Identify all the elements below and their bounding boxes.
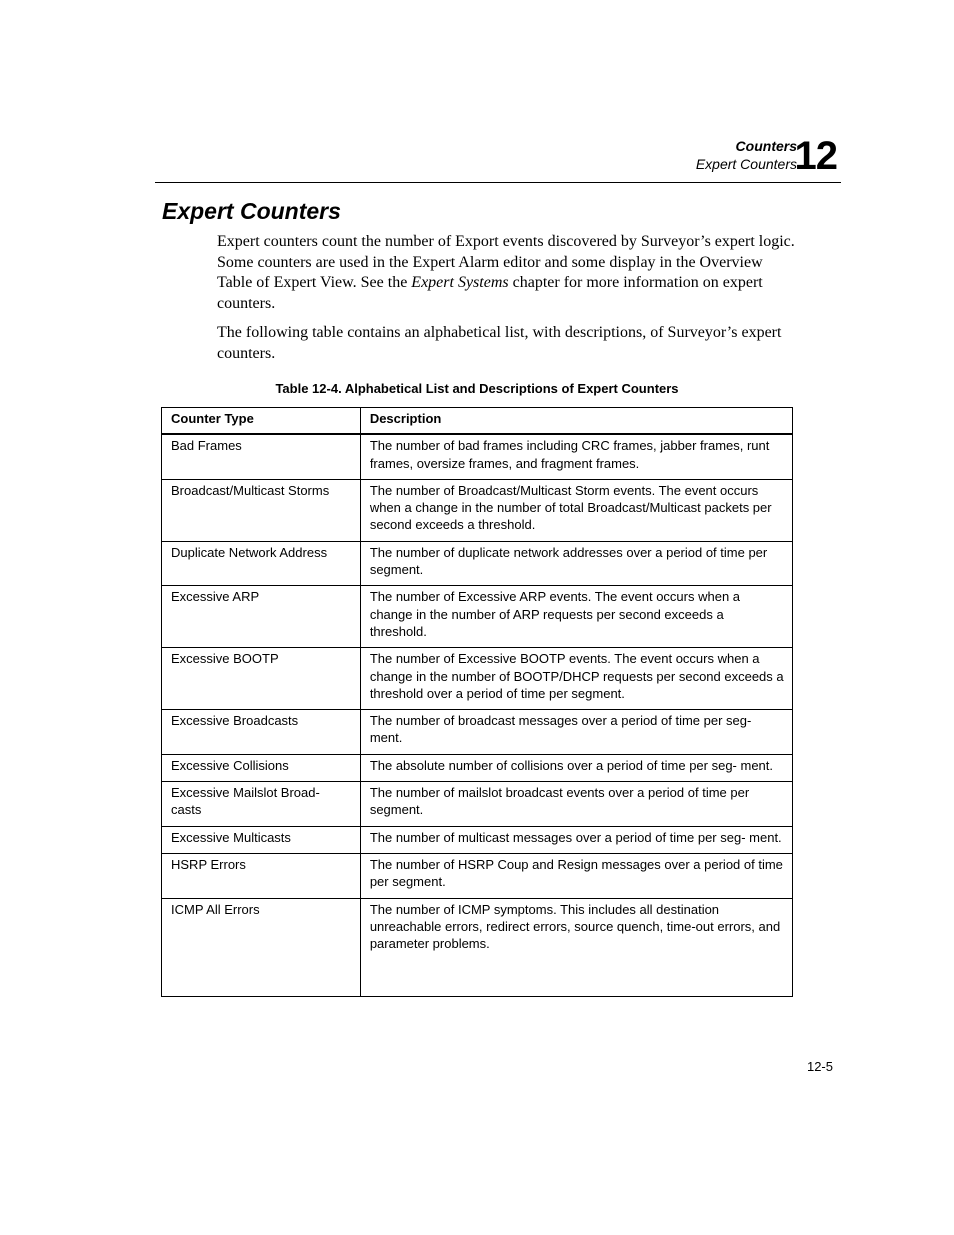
table-row — [162, 898, 793, 996]
table-header-row — [162, 408, 793, 435]
intro-paragraph — [217, 232, 797, 314]
counter-type-cell: Broadcast/Multicast Storms — [162, 479, 361, 541]
counter-type-cell: Duplicate Network Address — [162, 541, 361, 586]
running-head-chapter: Counters — [735, 138, 797, 154]
description-cell: The number of broadcast messages over a period of time per seg- ment. — [360, 710, 792, 755]
description-cell: The number of multicast messages over a period of time per seg- ment. — [360, 826, 792, 853]
table-caption: Table 12-4. Alphabetical List and Descriptions of Expert Counters — [275, 381, 679, 396]
description-cell: The number of duplicate network addresses over a period of time per segment. — [360, 541, 792, 586]
table-row — [162, 434, 793, 479]
expert-counters-table — [161, 407, 793, 997]
table-row — [162, 648, 793, 710]
column-header-counter-type: Counter Type — [162, 408, 361, 435]
column-header-description: Description — [360, 408, 792, 435]
description-cell: The number of Excessive BOOTP events. The event occurs when a change in the number of BOOTP/DHCP requests per second exceeds a threshold over a period of time per segment. — [360, 648, 792, 710]
counter-type-cell: Excessive Mailslot Broad- casts — [162, 782, 361, 827]
counter-type-cell: Excessive Collisions — [162, 754, 361, 781]
page-number: 12-5 — [806, 1059, 833, 1074]
chapter-number: 12 — [794, 134, 837, 178]
section-title: Expert Counters — [162, 198, 341, 224]
table-row — [162, 541, 793, 586]
table-intro-paragraph: The following table contains an alphabetical list, with descriptions, of Surveyor’s expert counters. — [217, 324, 782, 362]
table-row — [162, 479, 793, 541]
counter-type-cell: Excessive ARP — [162, 586, 361, 648]
counter-type-cell: Excessive Broadcasts — [162, 710, 361, 755]
counter-type-cell: ICMP All Errors — [162, 898, 361, 996]
table-row — [162, 710, 793, 755]
counter-type-cell: Bad Frames — [162, 434, 361, 479]
table-row — [162, 586, 793, 648]
table-row — [162, 754, 793, 781]
table-row — [162, 853, 793, 898]
table-row — [162, 782, 793, 827]
description-cell: The number of bad frames including CRC frames, jabber frames, runt frames, oversize frames, and fragment frames. — [360, 434, 792, 479]
description-cell: The number of Excessive ARP events. The event occurs when a change in the number of ARP requests per second exceeds a threshold. — [360, 586, 792, 648]
description-cell: The number of ICMP symptoms. This includes all destination unreachable errors, redirect errors, source quench, time-out errors, and parameter problems. — [360, 898, 792, 996]
running-head — [696, 137, 797, 173]
description-cell: The number of HSRP Coup and Resign messages over a period of time per segment. — [360, 853, 792, 898]
counter-type-cell: Excessive BOOTP — [162, 648, 361, 710]
description-cell: The number of Broadcast/Multicast Storm events. The event occurs when a change in the number of total Broadcast/Multicast packets per second exceeds a threshold. — [360, 479, 792, 541]
header-rule — [155, 182, 841, 183]
description-cell: The number of mailslot broadcast events over a period of time per segment. — [360, 782, 792, 827]
table-row — [162, 826, 793, 853]
intro-text-end: chapter for more information on expert counters. — [217, 274, 763, 312]
intro-text-start: Expert counters count the number of Export events discovered by Surveyor’s expert logic. Some counters are used in the Expert Alarm editor and some display in the Overview Table of Expert View. See the — [217, 233, 795, 291]
counter-type-cell: HSRP Errors — [162, 853, 361, 898]
description-cell: The absolute number of collisions over a period of time per seg- ment. — [360, 754, 792, 781]
running-head-section: Expert Counters — [695, 156, 797, 172]
counter-type-cell: Excessive Multicasts — [162, 826, 361, 853]
intro-emphasis: Expert Systems — [411, 274, 509, 291]
